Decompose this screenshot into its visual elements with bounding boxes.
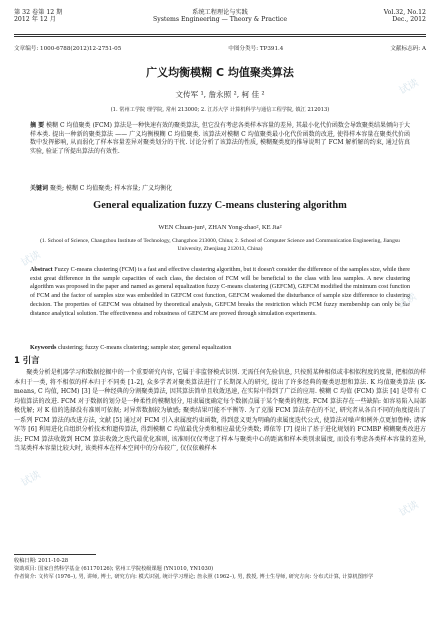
- affiliation-en: (1. School of Science, Changzhou Institute of Technology, Changzhou 213000, China; 2. School of Computer Science and Communication Engineering, Jiangsu University, Zhenjiang 212013, China): [40, 238, 400, 252]
- section-heading: 1 引言: [14, 355, 40, 365]
- volume-en: Vol.32, No.12: [383, 9, 426, 16]
- body-paragraph: 聚类分析是机器学习和数据挖掘中的一个重要研究内容, 它属于非监督模式识别. 无需任何先验信息, 只按照某种相似或非相似程度的度量, 把相似的样本归于一类, 将不相似的样本归于不同类 [1-2], 众多学者对聚类算法进行了长期深入的研究, 提出了许多经典的聚类思想和算法. K 均值聚类算法 (K-means, C 均值, HCM) [3] 是一种经典的分割聚类算法, 因其算法简单且收敛迅速, 在实际中得到了广泛的应用. 模糊 C 均值 (FCM) 算法 [4] 是带有 C 均值算法的改进. FCM 对于数据的划分是一种柔性的模糊划分, 用隶属度确定每个数据点属于某个聚类的程度. FCM 算法存在一些缺陷: 如容易陷入局部极优解; 对 K 值的选择没有准则可依据; 对异常数据较为敏感; 聚类结果可能不平衡等. 为了克服 FCM 算法存在的不足, 研究者从各自不同的角度提出了一系列 FCM 算法的改进方法, 文献 [5] 通过对 FCM 引入隶属度约束函数, 得到意义更为明确的隶属度迭代公式, 使算法对噪声和例外点更加鲁棒; 诸客军等 [6] 利用进化自组织分析技术和遗传算法, 得到模糊 C 均值最优分类和相应最优分类数; 谭依等 [7] 提出了基于进化规划的 FCMBP 模糊聚类改进方法; FCM 算法收敛到 HCM 算法收敛之迭代最优化准则, 该准则仅仅考虑了样本与聚类中心的距离和样本类别隶属度, 而没有考虑各类样本容量的差异, 当某类样本容量比较大时, 该类样本在样本空间中的分布较广, 仅仅依赖样本: [14, 369, 426, 453]
- keywords-label-en: Keywords: [30, 345, 57, 351]
- article-number: 文章编号: 1000-6788(2012)12-2751-05: [14, 46, 122, 52]
- document-code: 文献标志码: A: [390, 46, 426, 52]
- header-right: [384, 9, 426, 24]
- abstract-text-cn: 模糊 C 均值聚类 (FCM) 算法是一种快速有效的聚类算法, 但它没有考虑各类样本容量的差异, 其最小化代价函数会导致聚类结果倾向于大样本类. 提出一种新的聚类算法 —— 广义均衡模糊 C 均值聚类. 该算法对模糊 C 均值聚类最小化代价函数的改进, 使得样本容量在聚类代价函数中发挥影响, 从而弱化了样本容量差异对聚类划分的干扰. 讨论分析了该算法的性质, 模糊聚类度的推导说明了 FCM 解析解的约束, 通过仿真实验, 验证了所提出算法的有效性.: [30, 122, 410, 155]
- abstract-label-cn: 摘 要: [30, 122, 45, 129]
- running-header: [14, 9, 426, 31]
- article-meta: [14, 44, 426, 52]
- abstract-en: [30, 266, 410, 318]
- date-en: Dec., 2012: [392, 16, 426, 24]
- title-en: General equalization fuzzy C-means clustering algorithm: [93, 200, 347, 211]
- section-body: [14, 368, 426, 454]
- keywords-cn: [30, 183, 410, 192]
- header-rule-thin: [14, 36, 426, 37]
- watermark: 试读: [19, 249, 43, 269]
- authors-cn: 文传军 ¹, 詹永照 ², 柯 佳 ²: [175, 90, 265, 99]
- authors-en: WEN Chuan-jun¹, ZHAN Yong-zhao², KE Jia²: [158, 224, 282, 231]
- header-rule: [14, 34, 426, 35]
- abstract-text-en: Fuzzy C-means clustering (FCM) is a fast and effective clustering algorithm, but it doesn't consider the difference of the samples size, while there exist great difference in the sample capacities of each class, the decision of FCM will be beneficial to the class with less samples. A new clustering algorithm was proposed in the paper and named as general equalization fuzzy C-means clustering (GEFCM), GEFCM modified the minimum cost function of FCM and the factor of samples size was embedded in GEFCM cost function, GEFCM weakened the disturbance of sample size difference to clustering decision. The properties of GEFCM was obtained by theoretical analysis, GEFCM breaks the restriction which FCM fuzzy membership can only be the distance analytical solution. The effectiveness and robustness of GEFCM are proved through simulation experiments.: [30, 267, 411, 317]
- volume-cn: 第 32 卷第 12 期: [14, 9, 63, 16]
- footnotes: [14, 557, 426, 581]
- watermark: 试读: [397, 77, 421, 97]
- keywords-en: [30, 345, 410, 351]
- funding: 资助项目: 国家自然科学基金 (61170126); 常州工学院校级课题 (YN1010, YN1030): [14, 566, 214, 572]
- title-cn: 广义均衡模糊 C 均值聚类算法: [146, 66, 294, 79]
- journal-name-en: Systems Engineering — Theory & Practice: [152, 16, 288, 24]
- keywords-label-cn: 关键词: [30, 185, 49, 192]
- abstract-cn: [30, 122, 410, 156]
- abstract-label-en: Abstract: [30, 267, 53, 273]
- watermark: 试读: [397, 499, 421, 519]
- received-date: 收稿日期: 2011-10-28: [14, 558, 69, 564]
- header-center: [14, 9, 426, 24]
- date-cn: 2012 年 12 月: [14, 16, 56, 24]
- affiliation-cn: (1. 常州工学院 理学院, 常州 213000; 2. 江苏大学 计算机科学与通信工程学院, 镇江 212013): [110, 107, 330, 113]
- author-bio: 作者简介: 文传军 (1976–), 男, 讲师, 博士, 研究方向: 模式识别, 统计学习理论; 詹永照 (1962–), 男, 教授, 博士生导师, 研究方向: 分布式计算, 计算机图形学: [14, 574, 374, 580]
- watermark: 试读: [19, 469, 43, 489]
- watermark: 试读: [395, 291, 419, 311]
- keywords-text-en: clustering; fuzzy C-means clustering; sample size; general equalization: [57, 345, 232, 351]
- clc-number: 中图分类号: TP391.4: [228, 46, 284, 52]
- keywords-text-cn: 聚类; 模糊 C 均值聚类; 样本容量; 广义均衡化: [49, 185, 173, 192]
- journal-name-cn: 系统工程理论与实践: [192, 9, 248, 16]
- footnote-rule: [14, 554, 96, 555]
